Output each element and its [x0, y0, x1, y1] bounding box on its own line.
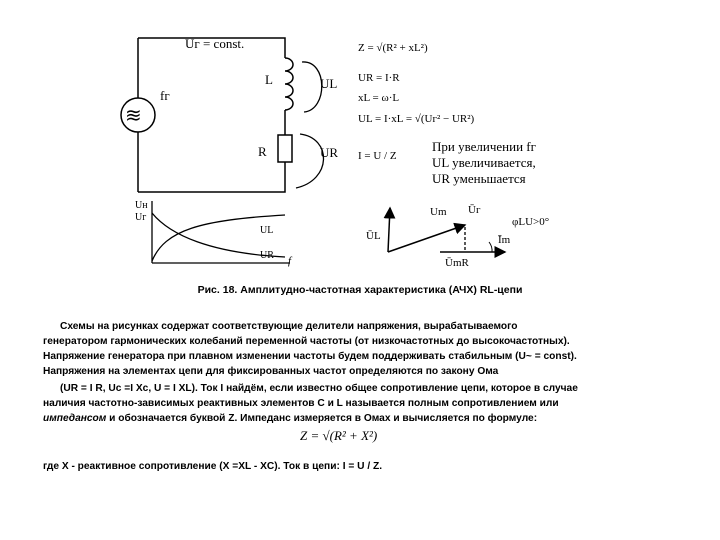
generator-frequency-label: fг [160, 88, 170, 103]
resistor-label: R [258, 144, 267, 159]
note-line-3: UR уменьшается [432, 171, 526, 186]
text-line-2: генератором гармонических колебаний переменной частоты (от низкочастотных до высокочастотных). [43, 336, 570, 347]
ur-voltage-arc [296, 134, 324, 188]
text-line-5: (UR = I R, Uc =I Xc, U = I XL). Ток I найдём, если известно общее сопротивление цепи, которое в случае [60, 383, 578, 394]
inductor-symbol [285, 58, 293, 110]
phasor-ul-label: ŪL [366, 230, 381, 242]
phasor-im-label: Īm [498, 234, 511, 246]
current-formula: I = U / Z [358, 150, 397, 162]
text-line-7 [43, 411, 537, 426]
phasor-ug-label: Ūг [468, 204, 481, 216]
xl-formula: xL = ω·L [358, 92, 400, 104]
text-line-4: Напряжения на элементах цепи для фиксированных частот определяются по закону Ома [43, 366, 499, 377]
frequency-response-graph [130, 195, 300, 275]
graph-y-label-bottom: Uг [135, 212, 147, 223]
note-line-2: UL увеличивается, [432, 155, 536, 170]
graph-y-label-top: Uн [135, 200, 148, 211]
impedance-term: импедансом [43, 413, 107, 424]
inductor-label: L [265, 72, 273, 87]
text-line-1: Схемы на рисунках содержат соответствующие делители напряжения, вырабатываемого [60, 321, 518, 332]
phasor-um-label: Um [430, 206, 447, 218]
graph-ur-label: UR [260, 250, 274, 261]
phase-angle-arc [489, 242, 492, 252]
generator-wave-icon: ≋ [125, 105, 142, 127]
graph-ul-label: UL [260, 225, 274, 236]
figure-caption: Рис. 18. Амплитудно-частотная характеристика (АЧХ) RL-цепи [197, 284, 523, 296]
phasor-umr-label: ŪmR [445, 257, 469, 269]
resistor-symbol [278, 135, 292, 162]
text-line-3: Напряжение генератора при плавном изменении частоты будем поддерживать стабильным (U~ = const). [43, 351, 577, 362]
generator-condition: Uг = const. [185, 36, 245, 51]
impedance-formula: Z = √(R² + xL²) [358, 42, 428, 54]
text-line-8: где X - реактивное сопротивление (X =XL - XC). Ток в цепи: I = U / Z. [43, 461, 383, 472]
rl-circuit-diagram [110, 30, 360, 205]
note-line-1: При увеличении fг [432, 139, 536, 154]
phasor-phi-label: φLU>0° [512, 216, 550, 228]
ul-formula: UL = I·xL = √(Uг² − UR²) [358, 113, 475, 125]
bottom-wire [138, 162, 285, 192]
text-line-7-rest: и обозначается буквой Z. Импеданс измеряется в Омах и вычисляется по формуле: [109, 413, 538, 424]
ur-formula: UR = I·R [358, 72, 400, 84]
text-line-6: наличия частотно-зависимых реактивных элементов С и L называется полным сопротивлением или [43, 398, 559, 409]
graph-x-label: f [288, 255, 292, 267]
ul-phasor [388, 208, 390, 252]
inductor-voltage-label: UL [320, 76, 338, 91]
resistor-voltage-label: UR [320, 145, 339, 160]
ug-phasor [388, 225, 465, 252]
ul-voltage-arc [302, 62, 322, 112]
impedance-general-formula: Z = √(R² + X²) [300, 428, 378, 443]
